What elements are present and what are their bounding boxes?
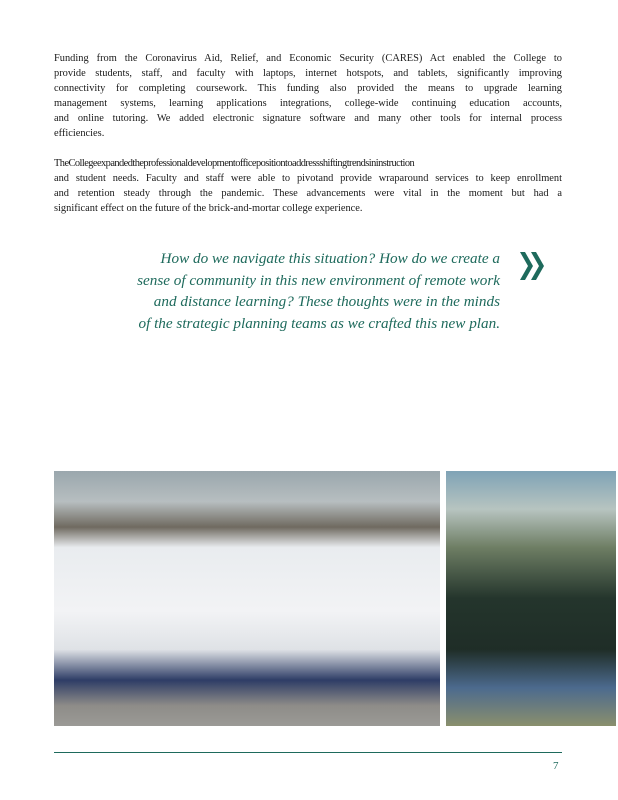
text-line: and student needs. Faculty and staff were able to pivotand provide wraparound services to keep enrollment [54,173,562,184]
students-photo [446,471,616,726]
text-line: connectivity for completing coursework. This funding also provided the means to upgrade learning [54,83,562,94]
group-photo [54,471,440,726]
text-line: efficiencies. [54,128,105,139]
paragraph-cares-funding [54,51,562,141]
text-line: and online tutoring. We added electronic signature software and many other tools for internal process [54,113,562,124]
paragraph-professional-development [54,156,562,216]
text-line: TheCollegeexpandedtheprofessionaldevelopmentofficepositiontoaddressshiftingtrendsininstruction [54,158,415,169]
quote-line: of the strategic planning teams as we crafted this new plan. [138,314,500,332]
text-line: management systems, learning applications integrations, college-wide continuing education accounts, [54,98,562,109]
quote-line: sense of community in this new environment of remote work [137,271,500,289]
text-line: significant effect on the future of the brick-and-mortar college experience. [54,203,363,214]
text-line: provide students, staff, and faculty with laptops, internet hotspots, and tablets, significantly improving [54,68,562,79]
pull-quote [70,248,500,334]
footer-divider [54,752,562,753]
text-line: and retention steady through the pandemic. These advancements were vital in the moment but had a [54,188,562,199]
quote-line: and distance learning? These thoughts were in the minds [153,293,500,310]
text-line: Funding from the Coronavirus Aid, Relief, and Economic Security (CARES) Act enabled the College to [54,53,562,64]
quote-line: How do we navigate this situation? How do we create a [160,250,500,267]
page-number: 7 [553,760,559,772]
double-chevron-right-icon [518,250,548,282]
